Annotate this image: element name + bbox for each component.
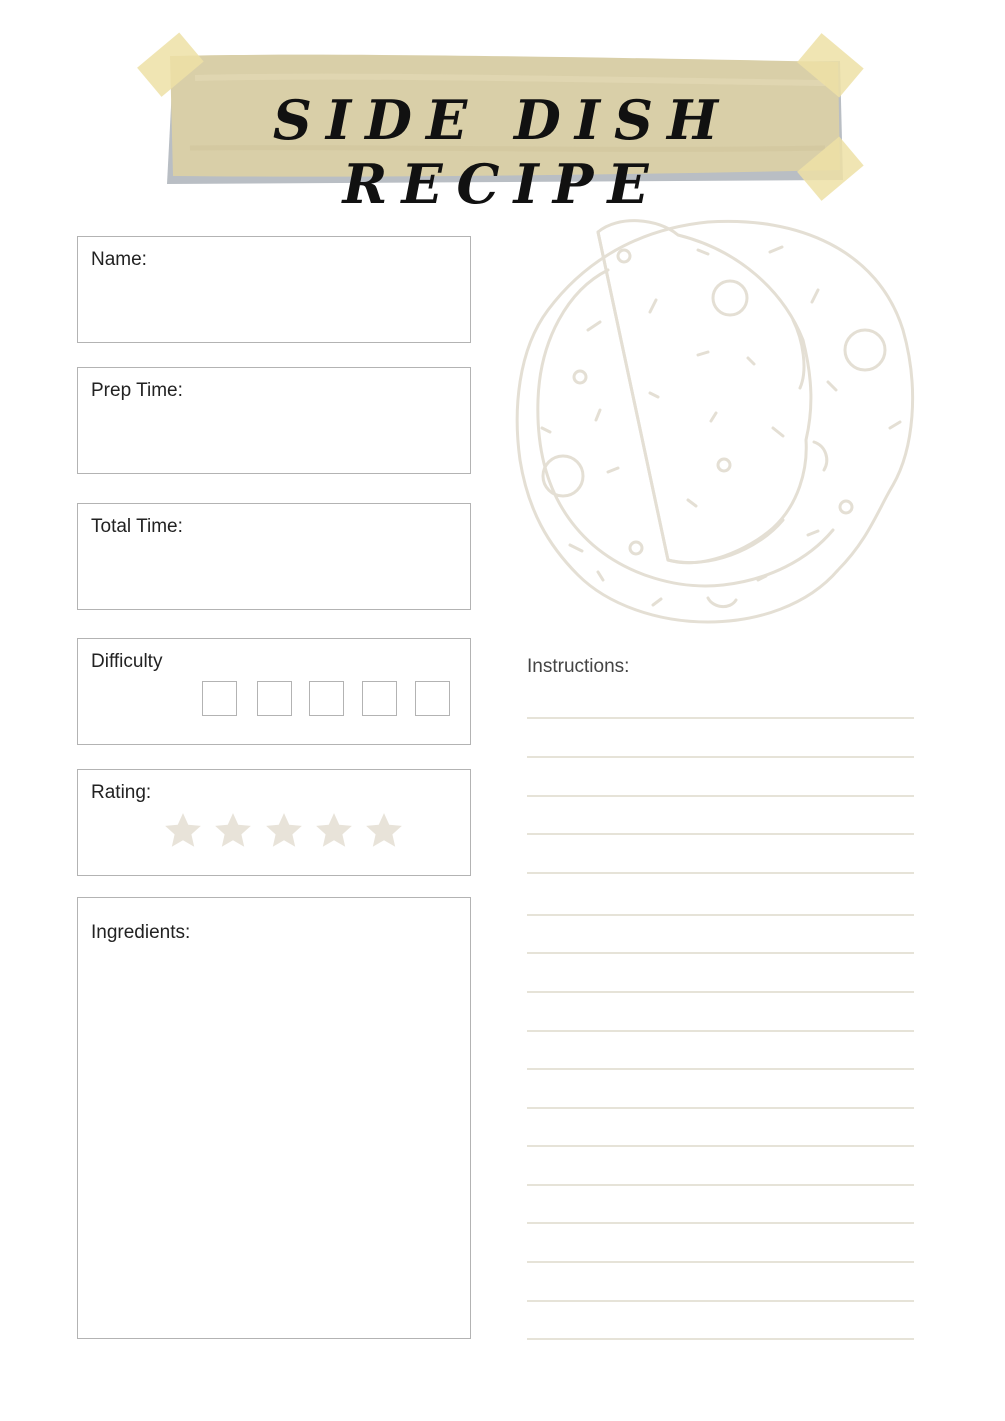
name-label: Name: (91, 249, 147, 270)
instruction-line (527, 1145, 914, 1147)
total-time-field[interactable] (77, 503, 471, 610)
instruction-line (527, 1184, 914, 1186)
page-title: SIDE DISH RECIPE (272, 88, 733, 216)
instruction-line (527, 756, 914, 758)
tortilla-icon (508, 210, 918, 630)
star-icon[interactable] (313, 810, 355, 852)
instruction-line (527, 872, 914, 874)
instruction-line (527, 914, 914, 916)
difficulty-box-2[interactable] (257, 681, 292, 716)
title-banner (135, 28, 870, 216)
instruction-line (527, 1068, 914, 1070)
instruction-line (527, 952, 914, 954)
instruction-line (527, 1338, 914, 1340)
ingredients-label: Ingredients: (91, 922, 191, 943)
instruction-line (527, 1300, 914, 1302)
difficulty-label: Difficulty (91, 651, 163, 672)
star-icon[interactable] (263, 810, 305, 852)
instruction-line (527, 833, 914, 835)
instruction-line (527, 1261, 914, 1263)
name-field[interactable] (77, 236, 471, 343)
instructions-label: Instructions: (527, 656, 630, 677)
star-icon[interactable] (363, 810, 405, 852)
rating-label: Rating: (91, 782, 152, 803)
difficulty-box-3[interactable] (309, 681, 344, 716)
prep-time-field[interactable] (77, 367, 471, 474)
instruction-line (527, 1222, 914, 1224)
rating-field (77, 769, 471, 876)
instruction-line (527, 795, 914, 797)
total-time-label: Total Time: (91, 516, 183, 537)
star-icon[interactable] (162, 810, 204, 852)
instruction-line (527, 991, 914, 993)
difficulty-box-5[interactable] (415, 681, 450, 716)
prep-time-label: Prep Time: (91, 380, 183, 401)
instruction-line (527, 1030, 914, 1032)
ingredients-field[interactable] (77, 897, 471, 1339)
instruction-line (527, 1107, 914, 1109)
difficulty-field (77, 638, 471, 745)
instruction-line (527, 717, 914, 719)
star-icon[interactable] (212, 810, 254, 852)
difficulty-box-4[interactable] (362, 681, 397, 716)
difficulty-box-1[interactable] (202, 681, 237, 716)
